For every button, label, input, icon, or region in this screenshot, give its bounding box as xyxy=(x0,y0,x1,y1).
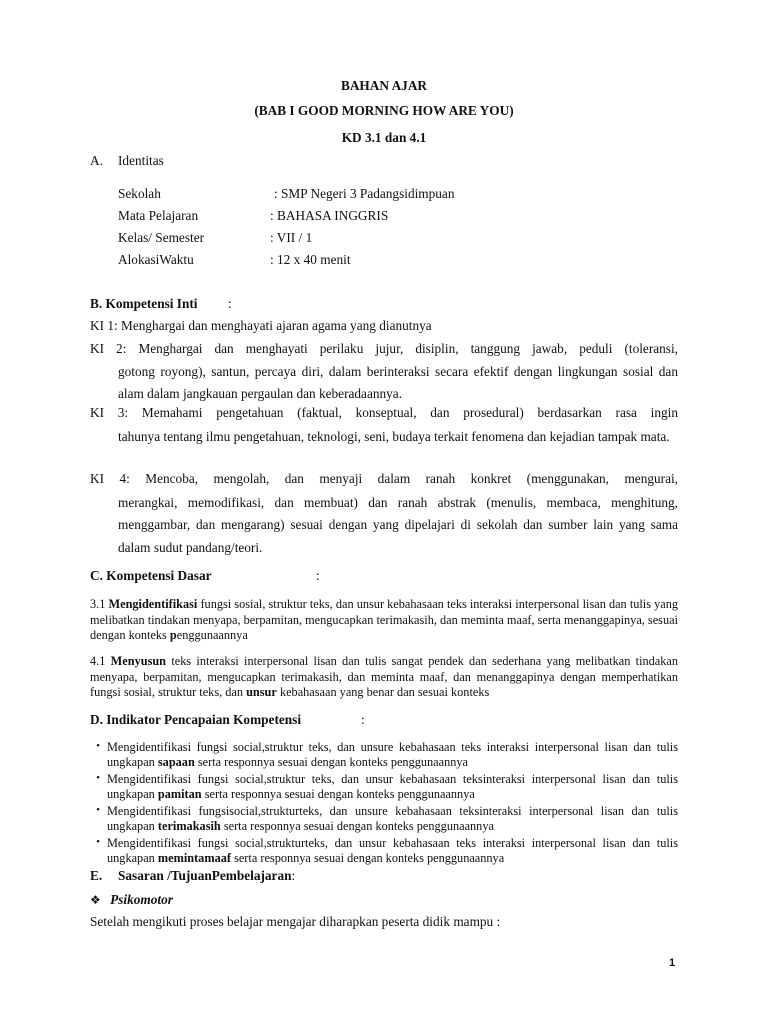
section-c-heading: C. Kompetensi Dasar xyxy=(90,568,212,583)
ki-text: Memahami pengetahuan (faktual, konseptual, dan prosedural) berdasarkan rasa ingin xyxy=(141,405,679,420)
indikator-text: Mengidentifikasi fungsi social,strukturteks, dan unsur kebahasaan teks interaksi interpersonal lisan dan tulis ungkapan memintamaaf serta responnya sesuai dengan konteks penggunaannya xyxy=(107,836,678,865)
section-d-colon: : xyxy=(361,712,365,727)
kd-bold-letter: p xyxy=(169,628,177,642)
kd-text-end: enggunaannya xyxy=(176,628,248,642)
identitas-value: : BAHASA INGGRIS xyxy=(270,208,389,223)
ki-text: Menghargai dan menghayati ajaran agama yang dianutnya xyxy=(121,318,432,333)
section-e-title xyxy=(118,868,295,884)
kd-text: teks interaksi interpersonal lisan dan tulis sangat pendek dan sederhana yang melibatkan tindakan menyapa, berpamitan, mengucapkan terimakasih, dan meminta maaf, dan menanggapinya dengan memperhatikan fungsi sosial, struktur teks, dan xyxy=(90,654,678,699)
psikomotor-heading xyxy=(90,892,173,908)
document-kd: KD 3.1 dan 4.1 xyxy=(341,130,427,145)
ki-text: Menghargai dan menghayati perilaku jujur, disiplin, tanggung jawab, peduli (toleransi, xyxy=(138,341,678,356)
ki-item-first-line xyxy=(90,405,678,421)
section-e-colon: : xyxy=(291,868,296,883)
kd-number: 3.1 xyxy=(90,597,106,611)
section-a-label: A. xyxy=(90,153,103,168)
identitas-value: : SMP Negeri 3 Padangsidimpuan xyxy=(274,186,455,201)
ki-item-first-line xyxy=(90,471,678,487)
indikator-text: Mengidentifikasi fungsi social,struktur teks, dan unsur kebahasaan teksinteraksi interpersonal lisan dan tulis ungkapan pamitan serta responnya sesuai dengan konteks penggunaannya xyxy=(107,772,678,801)
ki-item xyxy=(90,318,432,334)
kd-bold-word: unsur xyxy=(246,685,277,699)
section-d-heading: D. Indikator Pencapaian Kompetensi xyxy=(90,712,302,727)
identitas-value: : VII / 1 xyxy=(270,230,313,245)
kd-text-end: kebahasaan yang benar dan sesuai konteks xyxy=(279,685,490,699)
identitas-key: AlokasiWaktu xyxy=(118,252,194,267)
diamond-bullet-icon: ❖ xyxy=(90,893,101,907)
kd-4-1 xyxy=(90,654,678,701)
kd-verb: Mengidentifikasi xyxy=(108,597,198,611)
section-a-heading: Identitas xyxy=(118,153,164,168)
ki-continuation: merangkai, memodifikasi, dan membuat) dan ranah abstrak (menulis, membaca, menghitung, menggambar, dan mengarang) sesuai dengan yang dipelajari di sekolah dan sumber lain yang sama dalam sudut pandang/teori. xyxy=(118,495,678,555)
bullet-icon: • xyxy=(96,804,100,816)
ki-continuation: tahunya tentang ilmu pengetahuan, teknologi, seni, budaya terkait fenomena dan kejadian tampak mata. xyxy=(118,429,670,444)
ki-text: Mencoba, mengolah, dan menyaji dalam ranah konkret (menggunakan, mengurai, xyxy=(145,471,678,486)
ki-item-first-line xyxy=(90,341,678,357)
bullet-icon: • xyxy=(96,740,100,752)
ki-continuation: gotong royong), santun, percaya diri, dalam berinteraksi secara efektif dengan lingkungan sosial dan alam dalam jangkauan pergaulan dan keberadaannya. xyxy=(118,364,678,402)
bullet-icon: • xyxy=(96,836,100,848)
page-number: 1 xyxy=(669,957,676,969)
identitas-key: Mata Pelajaran xyxy=(118,208,199,223)
section-b-colon: : xyxy=(228,296,232,311)
section-b-heading: B. Kompetensi Inti xyxy=(90,296,198,311)
psikomotor-intro: Setelah mengikuti proses belajar mengajar diharapkan peserta didik mampu : xyxy=(90,914,501,929)
identitas-key: Kelas/ Semester xyxy=(118,230,205,245)
kd-verb: Menyusun xyxy=(110,654,167,668)
ki-label: KI 1: xyxy=(90,318,118,333)
identitas-value: : 12 x 40 menit xyxy=(270,252,351,267)
indikator-text: Mengidentifikasi fungsisocial,strukturteks, dan unsure kebahasaan teksinteraksi interpersonal lisan dan tulis ungkapan terimakasih serta responnya sesuai dengan konteks penggunaannya xyxy=(107,804,678,833)
identitas-key: Sekolah xyxy=(118,186,161,201)
ki-label: KI 2: xyxy=(90,341,127,356)
psikomotor-label: Psikomotor xyxy=(110,892,173,907)
indikator-text: Mengidentifikasi fungsi social,struktur teks, dan unsure kebahasaan teks interaksi interpersonal lisan dan tulis ungkapan sapaan serta responnya sesuai dengan konteks penggunaannya xyxy=(107,740,678,769)
kd-3-1 xyxy=(90,597,678,644)
kd-text: fungsi sosial, struktur teks, dan unsur kebahasaan teks interaksi interpersonal lisan dan tulis yang melibatkan tindakan menyapa, berpamitan, mengucapkan terimakasih, dan meminta maaf, serta menanggapinya, sesuai dengan konteks xyxy=(90,597,679,642)
kd-number: 4.1 xyxy=(90,654,106,668)
section-e-label: E. xyxy=(90,868,103,883)
section-e-heading: Sasaran /TujuanPembelajaran xyxy=(118,868,292,883)
ki-label: KI 4: xyxy=(90,471,130,486)
section-c-colon: : xyxy=(316,568,320,583)
bullet-icon: • xyxy=(96,772,100,784)
document-subtitle: (BAB I GOOD MORNING HOW ARE YOU) xyxy=(254,103,514,118)
document-title: BAHAN AJAR xyxy=(340,78,428,93)
ki-label: KI 3: xyxy=(90,405,129,420)
